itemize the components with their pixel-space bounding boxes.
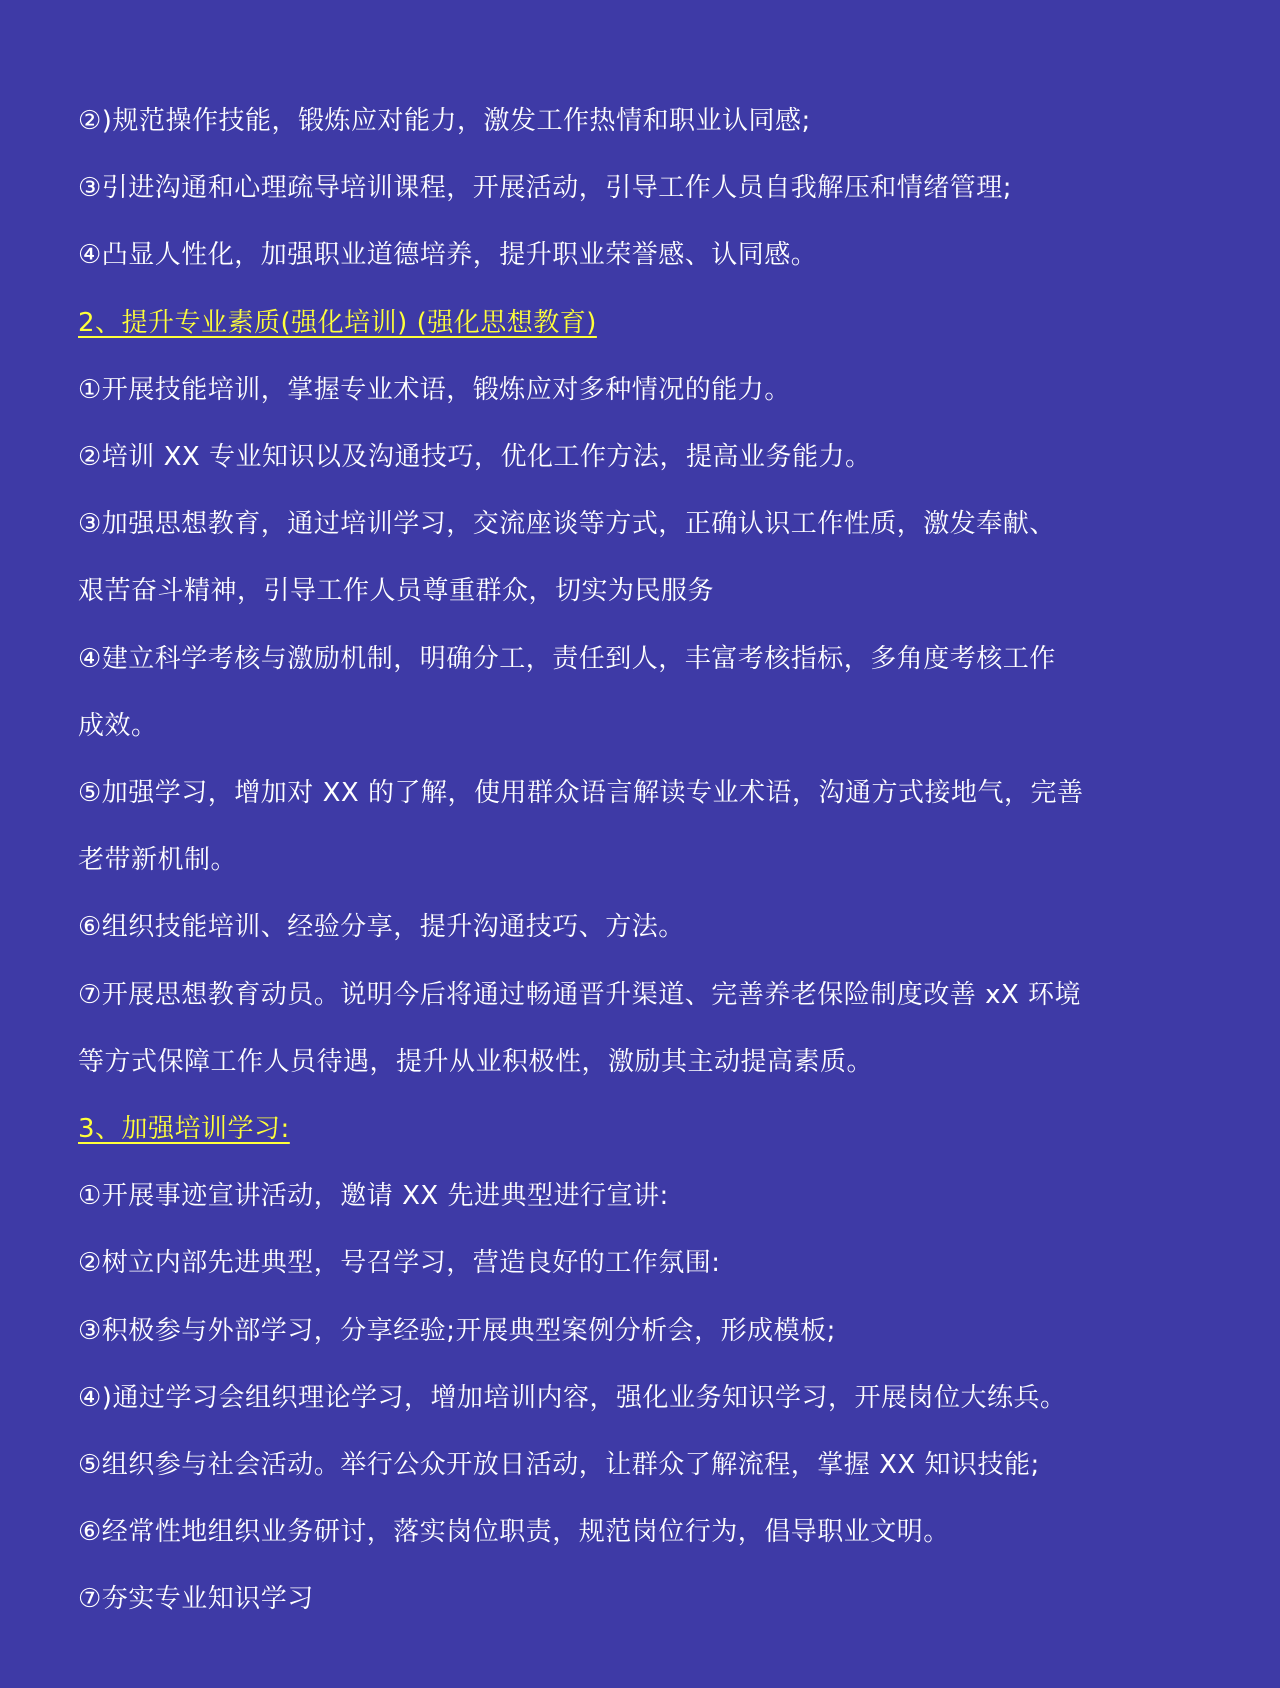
list-item-4-assessment-mechanism: ④建立科学考核与激励机制，明确分工，责任到人，丰富考核指标，多角度考核工作	[78, 643, 1056, 674]
list-item-7-professional-knowledge: ⑦夯实专业知识学习	[78, 1584, 314, 1615]
list-item-6-experience-sharing: ⑥组织技能培训、经验分享，提升沟通技巧、方法。	[78, 912, 685, 943]
list-item-5-strengthen-learning: ⑤加强学习，增加对 XX 的了解，使用群众语言解读专业术语，沟通方式接地气，完善	[78, 778, 1084, 809]
list-item-3-external-learning: ③积极参与外部学习，分享经验;开展典型案例分析会，形成模板;	[78, 1315, 836, 1346]
list-item-1-skill-training: ①开展技能培训，掌握专业术语，锻炼应对多种情况的能力。	[78, 374, 791, 405]
list-item-6-business-seminars: ⑥经常性地组织业务研讨，落实岗位职责，规范岗位行为，倡导职业文明。	[78, 1517, 950, 1548]
list-item-2-xx-knowledge: ②培训 XX 专业知识以及沟通技巧，优化工作方法，提高业务能力。	[78, 442, 872, 473]
list-item-3-communication-training: ③引进沟通和心理疏导培训课程，开展活动，引导工作人员自我解压和情绪管理;	[78, 173, 1013, 204]
list-item-1-deeds-lecture: ①开展事迹宣讲活动，邀请 XX 先进典型进行宣讲:	[78, 1181, 669, 1212]
list-item-7-continuation: 等方式保障工作人员待遇，提升从业积极性，激励其主动提高素质。	[78, 1046, 874, 1077]
list-item-3-continuation: 艰苦奋斗精神，引导工作人员尊重群众，切实为民服务	[78, 576, 715, 607]
section-heading-2: 2、提升专业素质(强化培训) (强化思想教育)	[78, 307, 597, 338]
list-item-4-theory-study: ④)通过学习会组织理论学习，增加培训内容，强化业务知识学习，开展岗位大练兵。	[78, 1382, 1067, 1413]
list-item-2-internal-models: ②树立内部先进典型，号召学习，营造良好的工作氛围:	[78, 1248, 721, 1279]
list-item-5-continuation: 老带新机制。	[78, 845, 238, 876]
list-item-5-social-activities: ⑤组织参与社会活动。举行公众开放日活动，让群众了解流程，掌握 XX 知识技能;	[78, 1450, 1040, 1481]
list-item-2-regulate-skills: ②)规范操作技能，锻炼应对能力，激发工作热情和职业认同感;	[78, 106, 811, 136]
list-item-4-humanization: ④凸显人性化，加强职业道德培养，提升职业荣誉感、认同感。	[78, 240, 818, 271]
section-heading-3: 3、加强培训学习:	[78, 1114, 290, 1145]
list-item-4-continuation: 成效。	[78, 710, 158, 741]
list-item-3-ideological-education: ③加强思想教育，通过培训学习，交流座谈等方式，正确认识工作性质，激发奉献、	[78, 509, 1056, 540]
list-item-7-mobilization: ⑦开展思想教育动员。说明今后将通过畅通晋升渠道、完善养老保险制度改善 xX 环境	[78, 979, 1082, 1010]
